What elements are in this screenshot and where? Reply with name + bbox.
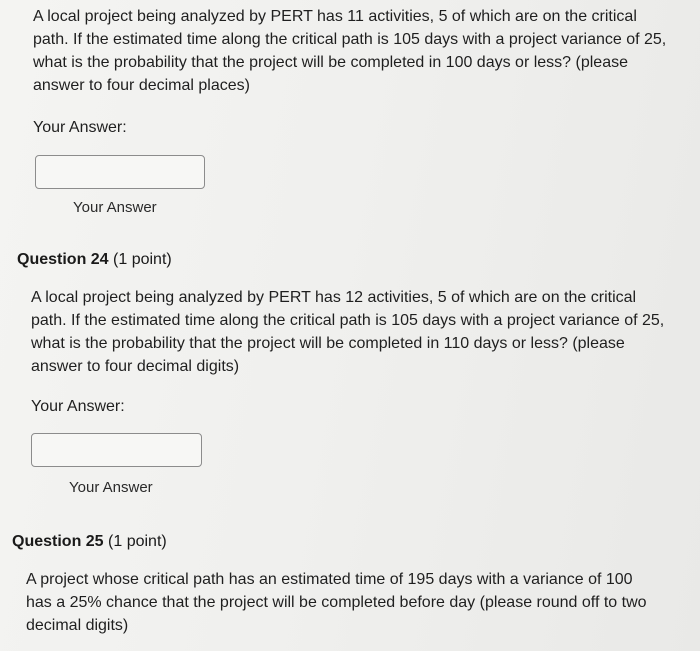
question-25-text: A project whose critical path has an estimated time of 195 days with a variance of 100 has a 25% chance that the project will be completed before day (please round off to two decimal digits) <box>26 571 647 634</box>
question-23-answer-input[interactable] <box>35 155 205 189</box>
question-24-answer-label: Your Answer: <box>31 398 125 415</box>
question-24-heading <box>17 251 172 269</box>
question-24-answer-caption: Your Answer <box>69 479 153 496</box>
question-25-points: (1 point) <box>108 533 167 550</box>
question-23-text: A local project being analyzed by PERT has 11 activities, 5 of which are on the critical path. If the estimated time along the critical path is 105 days with a project variance of 25, what is the probability that the project will be completed in 100 days or less? (please answer to four decimal places) <box>33 8 667 94</box>
question-23-answer-label: Your Answer: <box>33 119 127 136</box>
question-24-answer-input[interactable] <box>31 433 202 467</box>
question-23-answer-caption: Your Answer <box>73 199 157 216</box>
question-24-points: (1 point) <box>113 251 172 268</box>
question-25-number: Question 25 <box>12 533 104 550</box>
question-25-heading <box>12 533 167 551</box>
question-24-number: Question 24 <box>17 251 109 268</box>
question-24-text: A local project being analyzed by PERT has 12 activities, 5 of which are on the critical path. If the estimated time along the critical path is 105 days with a project variance of 25, what is the probability that the project will be completed in 110 days or less? (please answer to four decimal digits) <box>31 289 665 375</box>
